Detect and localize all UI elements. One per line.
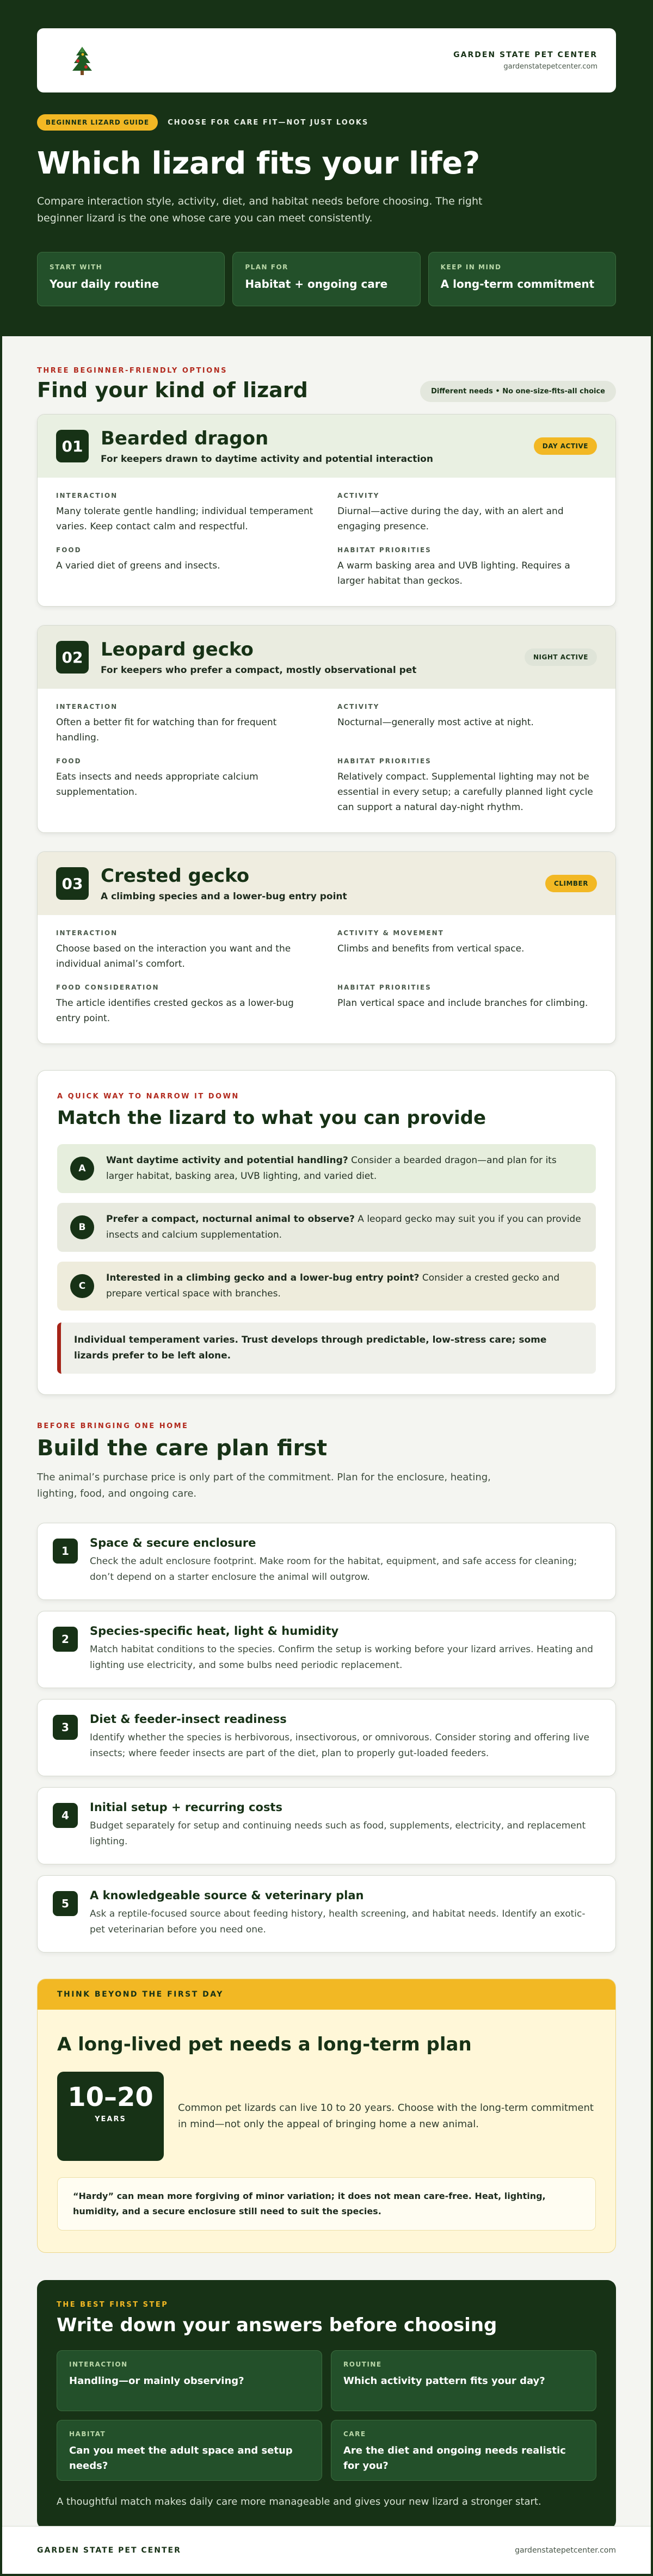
- care-step-enclosure: [37, 1523, 616, 1600]
- hero-cards: [37, 252, 616, 306]
- lizard-number: 01: [56, 430, 89, 462]
- long-term-body: [38, 2010, 615, 2252]
- lifespan-text: Common pet lizards can live 10 to 20 years. Choose with the long-term commitment in mind—not only the appeal of bringing home a new animal.: [178, 2102, 594, 2130]
- hero-card-key: START WITH: [50, 263, 103, 271]
- option-answer: A leopard gecko may suit you if you can provide insects and calcium supplementation.: [106, 1214, 581, 1240]
- activity-badge: CLIMBER: [545, 875, 597, 892]
- fact-value: Diurnal—active during the day, with an alert and engaging presence.: [337, 506, 564, 532]
- step-description: Check the adult enclosure footprint. Make room for the habitat, equipment, and safe access for cleaning; don’t depend on a starter enclosure the animal will outgrow.: [90, 1556, 577, 1583]
- fact-food: [56, 984, 316, 1026]
- guide-tag: BEGINNER LIZARD GUIDE: [37, 114, 158, 131]
- lizard-subtitle: For keepers drawn to daytime activity and potential interaction: [101, 454, 433, 465]
- fact-activity: [337, 492, 597, 534]
- options-section: [2, 336, 651, 1395]
- question-card-interaction: [57, 2350, 322, 2411]
- hero: [2, 2, 651, 336]
- fact-label: HABITAT PRIORITIES: [337, 984, 432, 991]
- hero-card-start: [37, 252, 225, 306]
- lizard-subtitle: For keepers who prefer a compact, mostly observational pet: [101, 665, 417, 676]
- question-text: Are the diet and ongoing needs realistic for you?: [343, 2445, 566, 2472]
- fact-interaction: [56, 492, 316, 534]
- option-question: Prefer a compact, nocturnal animal to observe?: [106, 1214, 355, 1225]
- temperament-callout: Individual temperament varies. Trust develops through predictable, low-stress care; some lizards prefer to be left alone.: [57, 1323, 596, 1374]
- pine-tree-logo-icon: [63, 41, 101, 79]
- option-text: [106, 1270, 583, 1302]
- fact-label: INTERACTION: [56, 703, 118, 711]
- care-title: Build the care plan first: [37, 1436, 328, 1461]
- fact-activity: [337, 703, 597, 745]
- brand-card: [37, 28, 616, 92]
- question-card-routine: [331, 2350, 596, 2411]
- fact-food: [56, 757, 316, 815]
- fact-interaction: [56, 703, 316, 745]
- options-title: Find your kind of lizard: [37, 378, 308, 402]
- fact-value: Climbs and benefits from vertical space.: [337, 943, 525, 954]
- lizard-facts: [38, 478, 615, 606]
- lizard-card-header: [38, 415, 615, 478]
- brand-text: [453, 51, 597, 71]
- footer-site-link[interactable]: gardenstatepetcenter.com: [515, 2546, 616, 2555]
- step-number: 3: [53, 1715, 78, 1740]
- fact-label: HABITAT PRIORITIES: [337, 757, 432, 765]
- fact-label: ACTIVITY & MOVEMENT: [337, 929, 444, 937]
- step-title: A knowledgeable source & veterinary plan: [90, 1889, 364, 1902]
- page-title: Which lizard fits your life?: [37, 146, 480, 181]
- hero-card-value: Habitat + ongoing care: [245, 277, 388, 291]
- fact-value: Nocturnal—generally most active at night.: [337, 717, 534, 728]
- fact-label: FOOD: [56, 757, 82, 765]
- question-text: Which activity pattern fits your day?: [343, 2375, 545, 2387]
- option-question: Want daytime activity and potential handling?: [106, 1155, 348, 1166]
- fact-habitat: [337, 546, 597, 589]
- fact-label: HABITAT PRIORITIES: [337, 546, 432, 554]
- fact-value: A warm basking area and UVB lighting. Requires a larger habitat than geckos.: [337, 560, 570, 586]
- option-letter: C: [70, 1274, 94, 1298]
- long-term-card: [37, 1979, 616, 2253]
- hero-card-key: KEEP IN MIND: [440, 263, 502, 271]
- question-key: ROUTINE: [343, 2361, 382, 2368]
- step-number: 4: [53, 1803, 78, 1828]
- lizard-card-crested-gecko: [37, 851, 616, 1044]
- care-step-vet: [37, 1875, 616, 1953]
- question-key: INTERACTION: [69, 2361, 128, 2368]
- step-description: Budget separately for setup and continuing needs such as food, supplements, electricity, and replacement lighting.: [90, 1820, 586, 1847]
- lifespan-range: 10–20: [67, 2082, 153, 2112]
- lizard-card-bearded-dragon: [37, 414, 616, 607]
- match-option-c: [57, 1262, 596, 1311]
- fact-label: FOOD: [56, 546, 82, 554]
- lizard-facts: [38, 915, 615, 1043]
- option-text: [106, 1212, 583, 1243]
- match-option-b: [57, 1203, 596, 1252]
- fact-label: FOOD CONSIDERATION: [56, 984, 159, 991]
- lifespan-box: [57, 2072, 164, 2161]
- option-text: [106, 1153, 583, 1184]
- hero-card-value: A long-term commitment: [440, 277, 595, 291]
- care-step-diet: [37, 1699, 616, 1776]
- lizard-name: Leopard gecko: [101, 639, 254, 660]
- step-number: 2: [53, 1627, 78, 1652]
- question-text: Can you meet the adult space and setup needs?: [69, 2445, 293, 2472]
- fact-interaction: [56, 929, 316, 972]
- next-footnote: A thoughtful match makes daily care more manageable and gives your new lizard a stronger start.: [57, 2496, 541, 2507]
- question-card-habitat: [57, 2420, 322, 2481]
- lifespan-unit: YEARS: [95, 2115, 126, 2123]
- footer-brand-name: GARDEN STATE PET CENTER: [37, 2546, 181, 2555]
- fact-value: The article identifies crested geckos as a lower-bug entry point.: [56, 998, 294, 1024]
- hero-card-keep: [428, 252, 616, 306]
- step-title: Species-specific heat, light & humidity: [90, 1624, 339, 1638]
- care-intro: The animal’s purchase price is only part of the commitment. Plan for the enclosure, heating, lighting, food, and ongoing care.: [37, 1472, 491, 1499]
- step-title: Space & secure enclosure: [90, 1536, 256, 1549]
- fact-value: A varied diet of greens and insects.: [56, 560, 220, 571]
- option-answer: Consider a crested gecko and prepare vertical space with branches.: [106, 1272, 560, 1299]
- options-eyebrow: THREE BEGINNER-FRIENDLY OPTIONS: [37, 367, 227, 375]
- step-description: Ask a reptile-focused source about feeding history, health screening, and habitat needs. Identify an exotic-pet veterinarian before you need one.: [90, 1908, 586, 1935]
- lizard-card-header: [38, 852, 615, 915]
- match-title: Match the lizard to what you can provide: [57, 1107, 486, 1129]
- fact-value: Relatively compact. Supplemental lighting may not be essential in every setup; a carefully planned light cycle can support a natural day-night rhythm.: [337, 771, 593, 813]
- fact-label: ACTIVITY: [337, 492, 380, 499]
- lizard-card-leopard-gecko: [37, 625, 616, 833]
- step-number: 1: [53, 1539, 78, 1564]
- options-note-chip: Different needs • No one-size-fits-all choice: [420, 381, 616, 402]
- option-question: Interested in a climbing gecko and a lower-bug entry point?: [106, 1272, 420, 1283]
- next-step-panel: [37, 2280, 616, 2529]
- step-description: Match habitat conditions to the species. Confirm the setup is working before your lizard arrives. Heating and lighting use electricity, and some bulbs need periodic replacement.: [90, 1644, 593, 1671]
- fact-value: Choose based on the interaction you want and the individual animal’s comfort.: [56, 943, 291, 969]
- step-title: Diet & feeder-insect readiness: [90, 1713, 287, 1726]
- match-option-a: [57, 1144, 596, 1193]
- fact-habitat: [337, 984, 597, 1026]
- lizard-facts: [38, 689, 615, 832]
- hero-intro: Compare interaction style, activity, diet, and habitat needs before choosing. The right beginner lizard is the one whose care you can meet consistently.: [37, 195, 483, 224]
- next-eyebrow: THE BEST FIRST STEP: [57, 2301, 169, 2309]
- option-letter: B: [70, 1215, 94, 1239]
- question-key: CARE: [343, 2430, 366, 2438]
- step-number: 5: [53, 1891, 78, 1916]
- question-card-care: [331, 2420, 596, 2481]
- question-grid: [57, 2350, 596, 2481]
- fact-label: INTERACTION: [56, 929, 118, 937]
- brand-name: GARDEN STATE PET CENTER: [453, 50, 597, 59]
- care-plan-section: [2, 1395, 651, 2529]
- hero-card-value: Your daily routine: [50, 277, 159, 291]
- hero-card-key: PLAN FOR: [245, 263, 288, 271]
- long-term-bar: THINK BEYOND THE FIRST DAY: [38, 1979, 615, 2010]
- next-title: Write down your answers before choosing: [57, 2314, 497, 2336]
- hero-card-plan: [232, 252, 420, 306]
- fact-label: INTERACTION: [56, 492, 118, 499]
- lizard-name: Crested gecko: [101, 865, 250, 887]
- option-answer: Consider a bearded dragon—and plan for its larger habitat, basking area, UVB lighting, and varied diet.: [106, 1155, 557, 1182]
- care-step-costs: [37, 1787, 616, 1864]
- fact-food: [56, 546, 316, 589]
- match-eyebrow: A QUICK WAY TO NARROW IT DOWN: [57, 1092, 239, 1101]
- activity-badge: NIGHT ACTIVE: [525, 648, 597, 666]
- lizard-name: Bearded dragon: [101, 428, 269, 449]
- care-step-heat-light: [37, 1611, 616, 1688]
- guide-tag-note: CHOOSE FOR CARE FIT—NOT JUST LOOKS: [168, 118, 369, 127]
- fact-value: Often a better fit for watching than for frequent handling.: [56, 717, 277, 743]
- activity-badge: DAY ACTIVE: [534, 437, 597, 455]
- fact-activity: [337, 929, 597, 972]
- question-key: HABITAT: [69, 2430, 106, 2438]
- step-description: Identify whether the species is herbivorous, insectivorous, or omnivorous. Consider storing and offering live insects; where feeder insects are part of the diet, plan to properly gut-loaded feeders.: [90, 1732, 589, 1759]
- lifespan-row: [57, 2072, 596, 2161]
- lizard-number: 03: [56, 867, 89, 900]
- page-footer: [2, 2526, 651, 2574]
- option-letter: A: [70, 1157, 94, 1181]
- brand-site[interactable]: gardenstatepetcenter.com: [503, 62, 597, 71]
- fact-habitat: [337, 757, 597, 815]
- step-title: Initial setup + recurring costs: [90, 1801, 282, 1814]
- hero-tag-row: [37, 114, 616, 131]
- hardy-quote: “Hardy” can mean more forgiving of minor variation; it does not mean care-free. Heat, lighting, humidity, and a secure enclosure still need to suit the species.: [57, 2177, 596, 2231]
- lizard-number: 02: [56, 641, 89, 674]
- fact-value: Plan vertical space and include branches for climbing.: [337, 998, 588, 1009]
- lizard-subtitle: A climbing species and a lower-bug entry point: [101, 891, 347, 902]
- lizard-card-header: [38, 626, 615, 689]
- long-term-title: A long-lived pet needs a long-term plan: [57, 2034, 472, 2055]
- fact-value: Eats insects and needs appropriate calcium supplementation.: [56, 771, 258, 798]
- fact-label: ACTIVITY: [337, 703, 380, 711]
- options-head: [37, 336, 616, 402]
- question-text: Handling—or mainly observing?: [69, 2375, 244, 2387]
- care-eyebrow: BEFORE BRINGING ONE HOME: [37, 1422, 189, 1430]
- match-card: [37, 1070, 616, 1395]
- fact-value: Many tolerate gentle handling; individual temperament varies. Keep contact calm and respectful.: [56, 506, 313, 532]
